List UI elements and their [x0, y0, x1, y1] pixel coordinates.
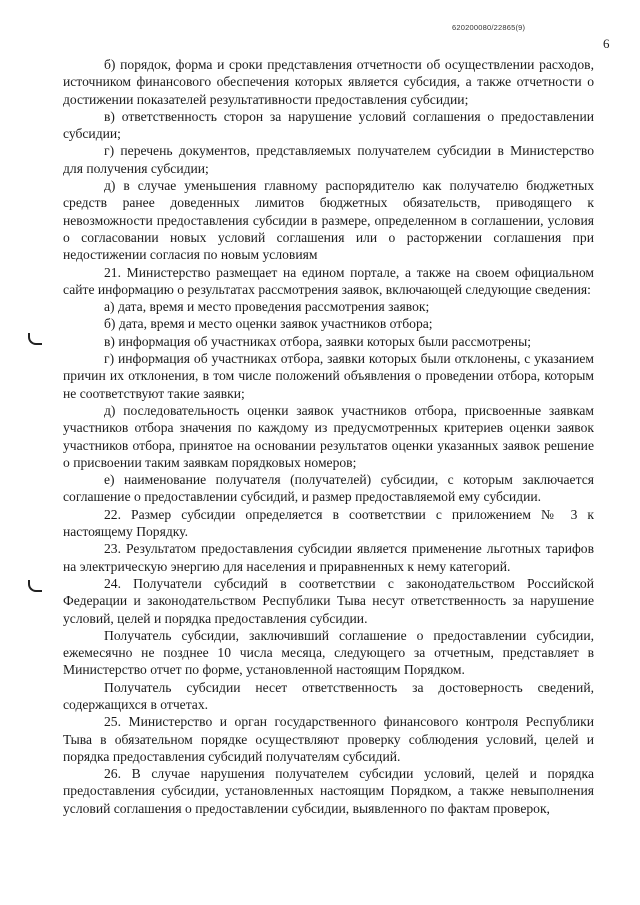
paragraph: г) перечень документов, представляемых получателем субсидии в Министерство для получения субсидии;	[63, 143, 594, 176]
document-id: 620200080/22865(9)	[452, 23, 526, 32]
margin-tick-mark	[28, 580, 42, 592]
paragraph: 23. Результатом предоставления субсидии является применение льготных тарифов на электрическую энергию для населения и приравненных к нему категорий.	[63, 541, 594, 574]
paragraph: б) порядок, форма и сроки представления отчетности об осуществлении расходов, источником финансового обеспечения которых является субсидия, а также отчетности о достижении показателей результативности предоставления субсидии;	[63, 57, 594, 107]
paragraph: Получатель субсидии несет ответственность за достоверность сведений, содержащихся в отчетах.	[63, 679, 594, 712]
paragraph: 24. Получатели субсидий в соответствии с законодательством Российской Федерации и законодательством Республики Тыва несут ответственность за нарушение условий, целей и порядка предоставления субсидии.	[63, 575, 594, 626]
paragraph: а) дата, время и место проведения рассмотрения заявок;	[104, 299, 430, 315]
paragraph: б) дата, время и место оценки заявок участников отбора;	[104, 316, 433, 332]
page-number: 6	[603, 36, 610, 51]
document-body	[63, 56, 594, 817]
paragraph: Получатель субсидии, заключивший соглашение о предоставлении субсидии, ежемесячно не позднее 10 числа месяца, следующего за отчетным, представляет в Министерство отчет по форме, установленной настоящим Порядком.	[63, 627, 594, 678]
paragraph: е) наименование получателя (получателей) субсидии, с которым заключается соглашение о предоставлении субсидий, и размер предоставляемой ему субсидии.	[63, 472, 594, 505]
paragraph: в) информация об участниках отбора, заявки которых были рассмотрены;	[104, 333, 531, 349]
paragraph: д) последовательность оценки заявок участников отбора, присвоенные заявкам участников отбора значения по каждому из предусмотренных критериев оценки заявок участников отбора, принятое на основании результатов оценки указанных заявок решение о присвоении таким заявкам порядковых номеров;	[63, 402, 594, 470]
paragraph: 21. Министерство размещает на едином портале, а также на своем официальном сайте информацию о результатах рассмотрения заявок, включающей следующие сведения:	[63, 264, 594, 297]
paragraph: г) информация об участниках отбора, заявки которых были отклонены, с указанием причин их отклонения, в том числе положений объявления о проведении отбора, которым не соответствуют такие заявки;	[63, 351, 594, 401]
paragraph: 26. В случае нарушения получателем субсидии условий, целей и порядка предоставления субсидии, установленных настоящим Порядком, а также невыполнения условий соглашения о предоставлении субсидии, выявленного по фактам проверок,	[63, 766, 594, 816]
paragraph: 25. Министерство и орган государственного финансового контроля Республики Тыва в обязательном порядке осуществляют проверку соблюдения условий, целей и порядка предоставления субсидий получателям субсидий.	[63, 714, 594, 764]
margin-tick-mark	[28, 333, 42, 345]
paragraph: в) ответственность сторон за нарушение условий соглашения о предоставлении субсидии;	[63, 108, 594, 142]
paragraph: 22. Размер субсидии определяется в соответствии с приложением № 3 к настоящему Порядку.	[63, 506, 594, 540]
paragraph: д) в случае уменьшения главному распорядителю как получателю бюджетных средств ранее доведенных лимитов бюджетных обязательств, приводящего к невозможности предоставления субсидии в размере, определенном в соглашении, условия о согласовании новых условий соглашения или о расторжении соглашения при недостижении согласия по новым условиям	[63, 178, 594, 263]
